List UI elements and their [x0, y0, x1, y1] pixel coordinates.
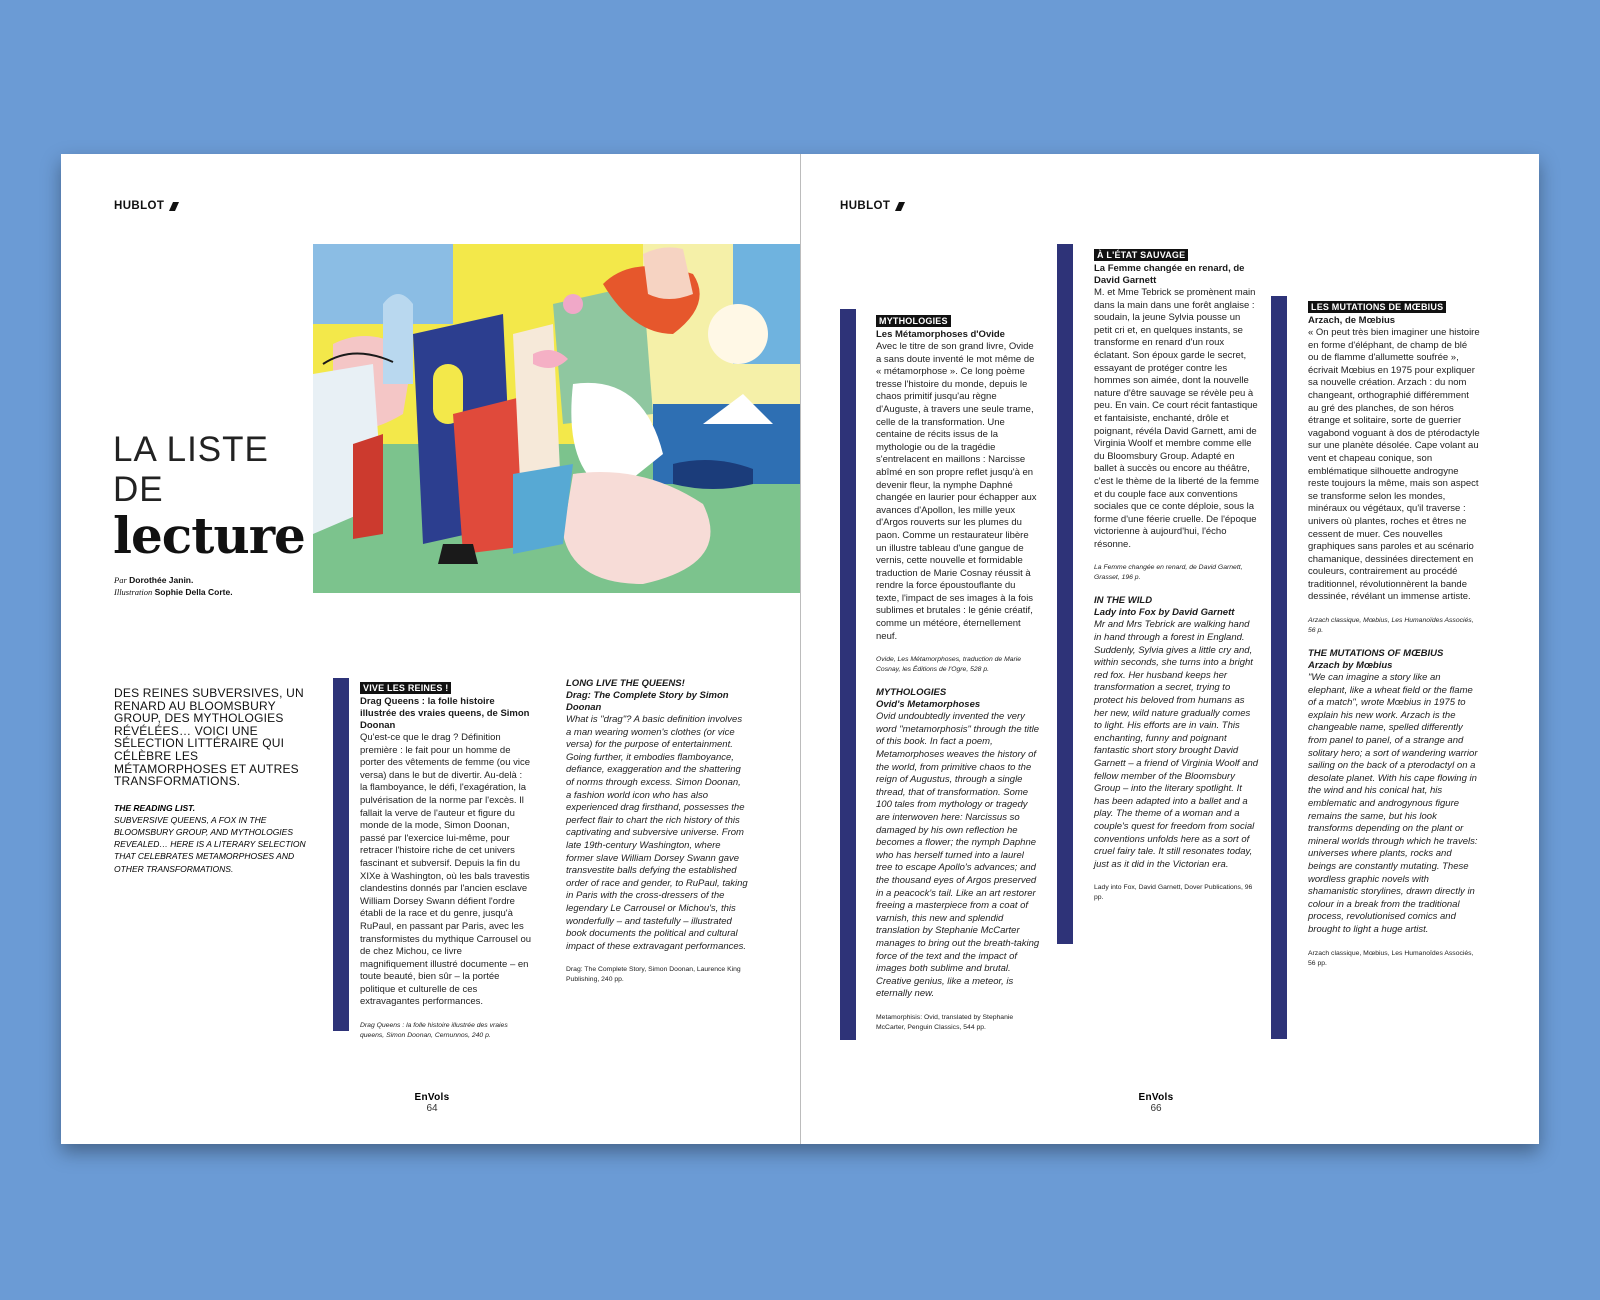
article-ovide [876, 311, 1041, 1033]
page-number: 66 [1150, 1103, 1162, 1114]
article-drag-en [566, 678, 748, 985]
article-body-en: Ovid undoubtedly invented the very word "metamorphosis" through the title of this book. In fact a poem, Metamorphoses weaves the history of the world, from primitive chaos to the reign of Augustus, through a single thread, that of transformation. Some 100 tales from mythology or tragedy are interwoven here: Narcissus so damaged by his own reflection he becomes a flower; the nymph Daphne who has herself turned into a laurel tree to escape Apollo's advances; and the thousand eyes of Argos preserved in a peacock's tail. Like an art restorer freeing a masterpiece from a coat of varnish, this new and splendid translation by Stephanie McCarter manages to bring out the breath-taking force of the text and the impact of images both sublime and brutal. Creative genius, like a meteor, is eternally new. [876, 711, 1040, 1000]
article-credit-en: Arzach classique, Mœbius, Les Humanoïdes Associés, 56 pp. [1308, 949, 1474, 967]
section-tag: VIVE LES REINES ! [360, 682, 451, 694]
brand-name: HUBLOT [840, 200, 891, 212]
byline-author-label: Par [114, 575, 127, 585]
right-page [801, 154, 1539, 1144]
intro-fr: DES REINES SUBVERSIVES, UN RENARD AU BLOOMSBURY GROUP, DES MYTHOLOGIES RÉVÉLÉES… VOICI UNE SÉLECTION LITTÉRAIRE QUI CÉLÈBRE LES MÉTAMORPHOSES ET AUTRES TRANSFORMATIONS. [114, 686, 304, 789]
title-line-2: DE [113, 470, 164, 509]
article-drag-fr [360, 678, 532, 1041]
article-credit: Arzach classique, Mœbius, Les Humanoïdes Associés, 56 p. [1308, 617, 1474, 635]
article-body-en: Mr and Mrs Tebrick are walking hand in hand through a forest in England. Suddenly, Sylvia gives a little cry and, within seconds, she turns into a bright red fox. Her husband keeps her transformation a secret, trying to protect his beloved from humans as her new, wild nature gradually comes to light. His efforts are in vain. This enchanting, funny and poignant fantastic short story brought David Garnett – a friend of Virginia Woolf and fellow member of the Bloomsbury Group – into the literary spotlight. It has been adapted into a ballet and a play. The theme of a woman and a couple's quest for freedom from social conventions unfolds here as a sort of cruel fairy tale. It still resonates today, just as it did in the Victorian era. [1094, 619, 1259, 870]
brand-logo [114, 200, 179, 212]
section-tag: À L'ÉTAT SAUVAGE [1094, 249, 1188, 261]
article-body: « On peut très bien imaginer une histoire en forme d'éléphant, de champ de blé ou de flamme d'allumette soufrée », écrivait Mœbius en 1975 pour expliquer sa nouvelle création. Arzach : du nom changeant, orthographié différemment au gré des planches, de son héros étrange et solitaire, sorte de guerrier vagabond voguant à dos de ptérodactyle sur une planète désolée. Cape volant au vent et chapeau conique, son emblématique silhouette androgyne reste toujours la même, mais son aspect se transforme selon les mondes, minéraux ou végétaux, qu'il traverse : univers où plantes, roches et êtres ne cessent de muer. Ces nouvelles graphiques sans paroles et au scénario chamanique, dessinées directement en couleurs, contrairement au procédé traditionnel, révolutionnèrent la bande dessinée, révélant un immense artiste. [1308, 327, 1480, 603]
article-credit: La Femme changée en renard, de David Garnett, Grasset, 196 p. [1094, 564, 1243, 582]
illustration [313, 244, 800, 593]
byline-illus-label: Illustration [114, 587, 153, 597]
article-heading: Drag Queens : la folle histoire illustrée des vraies queens, de Simon Doonan [360, 696, 530, 731]
article-heading: La Femme changée en renard, de David Garnett [1094, 263, 1245, 286]
accent-bar [333, 678, 349, 1031]
article-credit: Ovide, Les Métamorphoses, traduction de Marie Cosnay, les Éditions de l'Ogre, 528 p. [876, 656, 1022, 674]
page-number: 64 [426, 1103, 438, 1114]
article-body: M. et Mme Tebrick se promènent main dans la main dans une forêt anglaise : soudain, la jeune Sylvia pousse un petit cri et, en quelques instants, se transforme en renard d'un roux éclatant. Son époux garde le secret, essayant de protéger contre les hommes son aimée, dont la nouvelle nature d'être sauvage se révèle peu à peu. En vain. Ce court récit fantastique et fantaisiste, enchanté, drôle et poignant, révéla David Garnett, ami de Virginia Woolf et membre comme elle du Bloomsbury Group. Adapté en ballet à succès ou encore au théâtre, c'est le thème de la liberté de la femme et du couple face aux conventions sociales que ce conte déploie, sous la forme d'une féerie cruelle. De l'époque victorienne à aujourd'hui, l'écho résonne. [1094, 287, 1259, 550]
title-line-3: lecture [113, 506, 305, 565]
article-subheading-en: Drag: The Complete Story by Simon Doonan [566, 690, 729, 713]
page-title [113, 430, 305, 565]
brand-name: HUBLOT [114, 200, 165, 212]
accent-bar [840, 309, 856, 1040]
article-body: Avec le titre de son grand livre, Ovide a sans doute inventé le mot même de « métamorphose ». Ce long poème tresse l'histoire du monde, depuis le chaos primitif jusqu'au règne d'Auguste, à travers une seule trame, celle de la transformation. Une centaine de récits issus de la mythologie ou de la tragédie s'entrelacent en maillons : Narcisse abîmé en son propre reflet jusqu'à en devenir fleur, la nymphe Daphné changée en laurier pour échapper aux avances d'Apollon, les mille yeux d'Argos rouverts sur les plumes du paon. Comme un restaurateur libère un illustre tableau d'une gangue de vernis, cette nouvelle et formidable traduction de Marie Cosnay réussit à rendre la force époustouflante du texte, l'impact de ses images à la fois sublimes et brutales : le génie créatif, comme un météore, éternellement neuf. [876, 341, 1037, 642]
folio-magazine: EnVols [1138, 1092, 1174, 1103]
slash-icon [895, 202, 905, 211]
intro-en-head: THE READING LIST. [114, 802, 196, 813]
article-heading-en: MYTHOLOGIES [876, 687, 947, 699]
article-subheading-en: Ovid's Metamorphoses [876, 699, 981, 711]
article-moebius [1308, 297, 1480, 969]
article-heading-en: LONG LIVE THE QUEENS! [566, 678, 685, 689]
folio-magazine: EnVols [414, 1092, 450, 1103]
article-heading: Arzach, de Mœbius [1308, 315, 1396, 326]
article-subheading-en: Arzach by Mœbius [1308, 660, 1393, 672]
slash-icon [169, 202, 179, 211]
folio [1126, 1092, 1186, 1114]
article-credit-en: Drag: The Complete Story, Simon Doonan, Laurence King Publishing, 240 pp. [566, 966, 741, 984]
left-page [61, 154, 800, 1144]
article-subheading-en: Lady into Fox by David Garnett [1094, 607, 1235, 619]
folio [402, 1092, 462, 1114]
accent-bar [1057, 244, 1073, 944]
article-credit-en: Lady into Fox, David Garnett, Dover Publications, 96 pp. [1094, 884, 1253, 902]
article-heading-en: IN THE WILD [1094, 595, 1153, 607]
accent-bar [1271, 296, 1287, 1039]
title-line-1: LA LISTE [113, 430, 269, 469]
section-tag: LES MUTATIONS DE MŒBIUS [1308, 301, 1446, 313]
article-heading: Les Métamorphoses d'Ovide [876, 329, 1005, 340]
article-body: Qu'est-ce que le drag ? Définition première : le fait pour un homme de porter des vêtements de femme (ou vice versa) dans le but de divertir. Au-delà : la flamboyance, le défi, l'exagération, la pulvérisation de la norme par l'excès. Il fallait la verve de l'auteur et figure du monde de la mode, Simon Doonan, passé par l'exercice lui-même, pour retracer l'histoire riche de cet univers fascinant et subversif. Depuis la fin du XIXe à Washington, où les bals travestis clandestins donnés par l'ancien esclave William Dorsey Swann défient l'ordre établi de la race et du genre, jusqu'à RuPaul, en passant par Paris, avec les transformistes du mythique Carrousel ou de chez Michou, ce livre magnifiquement illustré documente – en toute beauté, bien sûr – la portée politique et culturelle de ces extravagantes performances. [360, 732, 532, 1008]
article-body-en: What is "drag"? A basic definition involves a man wearing women's clothes (or vice versa) for the purpose of entertainment. Going further, it embodies flamboyance, defiance, exaggeration and the shattering of norms through excess. Simon Doonan, a fashion world icon who has also experienced drag firsthand, possesses the perfect flair to chart the rich history of this captivating and subversive universe. From late 19th-century Washington, where former slave William Dorsey Swann gave transvestite balls defying the established order of race and gender, to RuPaul, taking in Paris with the cross-dressers of the legendary Le Carrousel or Michou's, this wonderfully – and tastefully – illustrated book documents the political and cultural impact of these extravagant performances. [566, 714, 748, 952]
brand-logo [840, 200, 905, 212]
byline [114, 574, 233, 598]
byline-illus: Sophie Della Corte. [154, 587, 233, 597]
intro-en: SUBVERSIVE QUEENS, A FOX IN THE BLOOMSBURY GROUP, AND MYTHOLOGIES REVEALED… HERE IS A LITERARY SELECTION THAT CELEBRATES METAMORPHOSES AND OTHER TRANSFORMATIONS. [114, 814, 306, 874]
article-credit: Drag Queens : la folle histoire illustrée des vraies queens, Simon Doonan, Cernunnos, 240 p. [360, 1022, 508, 1040]
article-garnett [1094, 245, 1259, 903]
magazine-spread [61, 154, 1539, 1144]
article-heading-en: THE MUTATIONS OF MŒBIUS [1308, 648, 1444, 660]
article-credit-en: Metamorphisis: Ovid, translated by Stephanie McCarter, Penguin Classics, 544 pp. [876, 1013, 1014, 1031]
intro [114, 687, 314, 875]
article-body-en: "We can imagine a story like an elephant, like a wheat field or the flame of a match", wrote Mœbius in 1975 to explain his new work. Arzach is the changeable name, spelled differently from panel to panel, of a strange and solitary hero; a sort of wandering warrior sailing on the back of a pterodactyl on a desolate planet. With his cape flowing in the wind and his conical hat, his emblematic and androgynous figure remains the same, but his look transforms depending on the plant or mineral worlds through which he travels: universes where plants, rocks and beings are constantly mutating. These wordless graphic novels with shamanistic storylines, drawn directly in colour in a break from the traditional process, revolutionised comics and brought to light a huge artist. [1308, 672, 1478, 935]
section-tag: MYTHOLOGIES [876, 315, 951, 327]
byline-author: Dorothée Janin. [129, 575, 194, 585]
